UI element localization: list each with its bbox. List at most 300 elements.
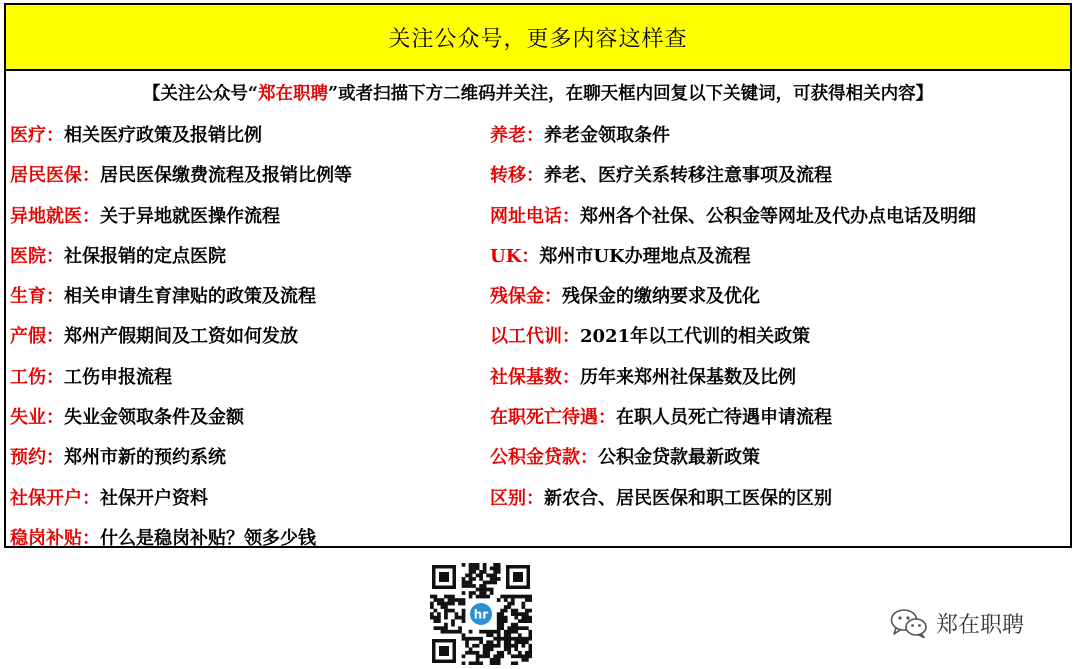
qr-module [514,623,518,627]
qr-module [528,633,532,637]
qr-module [455,630,459,634]
qr-module [479,640,483,644]
qr-module [448,609,452,613]
qr-module [528,644,532,648]
qr-module [472,577,476,581]
qr-module [469,595,473,599]
keyword-label: 居民医保： [10,165,100,187]
qr-module [511,661,515,665]
qr-module [521,626,525,630]
keyword-label: 社保基数： [490,366,580,388]
qr-module [458,616,462,620]
qr-module [486,647,490,651]
qr-module [507,595,511,599]
qr-module [430,605,434,609]
qr-module [486,644,490,648]
qr-module [511,598,515,602]
qr-module [525,640,529,644]
qr-module [483,588,487,592]
qr-module [525,598,529,602]
qr-module [444,605,448,609]
qr-module [500,654,504,658]
qr-module [504,619,508,623]
keyword-desc: 相关医疗政策及报销比例 [64,125,262,146]
keyword-desc: 2021年以工代训的相关政策 [580,326,811,348]
qr-module [518,595,522,599]
qr-module [462,612,466,616]
qr-module [490,577,494,581]
keyword-item [10,396,244,436]
keyword-desc: 养老、医疗关系转移注意事项及流程 [544,165,832,187]
qr-module [479,570,483,574]
qr-module [504,633,508,637]
keyword-label: 工伤： [10,366,64,388]
qr-module [476,658,480,662]
notice-account-name: 郑在职聘 [258,83,328,104]
qr-module [514,626,518,630]
qr-module [525,619,529,623]
qr-module [458,598,462,602]
qr-module [521,640,525,644]
qr-module [462,598,466,602]
qr-module [511,630,515,634]
qr-module [444,616,448,620]
brand-name: 郑在职聘 [936,612,1025,638]
qr-module [479,574,483,578]
qr-module [476,567,480,571]
qr-module [507,605,511,609]
keyword-item [490,235,751,275]
qr-module [514,640,518,644]
qr-module [483,595,487,599]
keyword-desc: 历年来郑州社保基数及比例 [580,366,796,388]
qr-module [472,570,476,574]
qr-module [462,563,466,567]
qr-module [497,612,501,616]
qr-module [504,616,508,620]
keyword-label: 生育： [10,286,64,308]
qr-module [483,591,487,595]
banner-title: 关注公众号，更多内容这样查 [388,26,688,52]
qr-module [504,595,508,599]
qr-module [500,595,504,599]
qr-module [486,633,490,637]
qr-module [451,623,455,627]
qr-module [514,637,518,641]
qr-module [455,598,459,602]
qr-module [465,637,469,641]
qr-module [476,595,480,599]
qr-module [479,637,483,641]
qr-module [430,595,434,599]
keyword-desc: 关于异地就医操作流程 [100,205,280,227]
qr-module [500,626,504,630]
qr-module [493,630,497,634]
qr-module [437,612,441,616]
keyword-label: 产假： [10,326,64,348]
qr-module [462,591,466,595]
qr-module [483,570,487,574]
qr-module [490,633,494,637]
qr-module [518,654,522,658]
qr-module [437,619,441,623]
qr-module [497,623,501,627]
keyword-desc: 新农合、居民医保和职工医保的区别 [544,487,832,509]
keyword-item [490,275,760,315]
qr-module [486,651,490,655]
qr-module [518,619,522,623]
qr-module [434,616,438,620]
qr-module [465,581,469,585]
qr-module [490,567,494,571]
notice-prefix: 【关注公众号“ [142,83,258,104]
keyword-label: UK： [490,245,540,267]
keyword-label: 稳岗补贴： [10,527,100,549]
keyword-label: 公积金贷款： [490,447,598,469]
qr-module [507,630,511,634]
keyword-label: 养老： [490,125,544,146]
qr-module [514,595,518,599]
qr-module [451,595,455,599]
qr-module [497,637,501,641]
keyword-item [490,315,810,355]
notice-line [6,71,1070,113]
keyword-desc: 郑州市UK办理地点及流程 [539,245,751,267]
qr-module [472,563,476,567]
qr-module [497,577,501,581]
qr-module [462,602,466,606]
qr-module [490,647,494,651]
qr-module [483,630,487,634]
keyword-row [6,436,1070,476]
qr-module [479,661,483,665]
qr-module [507,644,511,648]
qr-module [493,581,497,585]
qr-module [469,661,473,665]
qr-module [497,598,501,602]
keyword-label: 网址电话： [490,205,580,227]
qr-module [493,658,497,662]
qr-module [493,574,497,578]
keyword-label: 医疗： [10,125,64,146]
qr-module [528,654,532,658]
wechat-icon [890,607,928,639]
qr-module [437,602,441,606]
keyword-row [6,195,1070,235]
qr-module [514,616,518,620]
qr-module [479,584,483,588]
qr-module [479,595,483,599]
qr-module [441,605,445,609]
keyword-item [10,356,172,396]
qr-module [490,661,494,665]
qr-module [434,609,438,613]
qr-module [497,630,501,634]
qr-module [507,640,511,644]
qr-module [497,619,501,623]
qr-module [462,633,466,637]
qr-module [525,616,529,620]
qr-module [451,630,455,634]
qr-module [518,637,522,641]
qr-module [525,658,529,662]
qr-module [514,630,518,634]
qr-module [462,637,466,641]
qr-module [486,630,490,634]
notice-suffix: ”或者扫描下方二维码并关注，在聊天框内回复以下关键词，可获得相关内容】 [328,83,934,104]
qr-module [444,630,448,634]
qr-module [500,612,504,616]
qr-module [493,644,497,648]
qr-module [497,567,501,571]
qr-module [497,658,501,662]
qr-module [465,584,469,588]
qr-module [458,626,462,630]
qr-module [504,598,508,602]
qr-module [476,654,480,658]
qr-module [472,584,476,588]
qr-module [500,651,504,655]
qr-module [521,644,525,648]
qr-module [469,630,473,634]
qr-module [497,570,501,574]
keyword-desc: 在职人员死亡待遇申请流程 [616,407,832,429]
keyword-desc: 工伤申报流程 [64,366,172,388]
qr-module [451,609,455,613]
qr-module [458,602,462,606]
qr-module [521,602,525,606]
keyword-item [490,195,976,235]
qr-module [483,651,487,655]
qr-module [448,598,452,602]
qr-module [514,609,518,613]
qr-module [521,637,525,641]
qr-module [525,595,529,599]
keyword-label: 转移： [490,165,544,187]
qr-module [528,637,532,641]
qr-module [444,623,448,627]
qr-module [444,612,448,616]
qr-module [448,630,452,634]
keyword-panel [4,3,1072,548]
qr-module [437,616,441,620]
qr-module [493,637,497,641]
qr-module [493,563,497,567]
qr-module [434,626,438,630]
qr-module [497,640,501,644]
qr-module [455,612,459,616]
qr-module [441,626,445,630]
qr-module [441,630,445,634]
qr-module [511,612,515,616]
qr-module [528,630,532,634]
qr-module [483,647,487,651]
qr-module [493,570,497,574]
keyword-label: 以工代训： [490,326,580,348]
qr-module [451,619,455,623]
keyword-row [6,114,1070,154]
qr-module [462,577,466,581]
qr-module [469,567,473,571]
qr-module [497,626,501,630]
keyword-label: 区别： [490,487,544,509]
qr-module [528,595,532,599]
qr-module [451,598,455,602]
keyword-label: 在职死亡待遇： [490,407,616,429]
keyword-label: 异地就医： [10,205,100,227]
qr-module [465,644,469,648]
qr-module [430,612,434,616]
qr-module [483,584,487,588]
keyword-item [490,436,760,476]
keyword-label: 残保金： [490,286,562,308]
qr-module [521,612,525,616]
qr-module [455,616,459,620]
qr-module [448,602,452,606]
qr-module [462,661,466,665]
keyword-row [6,396,1070,436]
qr-module [507,637,511,641]
qr-module [451,602,455,606]
qr-module [479,654,483,658]
wechat-watermark [890,603,1024,643]
qr-module [465,640,469,644]
qr-module [514,647,518,651]
keyword-row [6,235,1070,275]
qr-module [500,637,504,641]
qr-module [462,581,466,585]
qr-module [472,661,476,665]
keyword-item [490,114,670,154]
keyword-row [6,315,1070,355]
qr-module [500,616,504,620]
qr-code[interactable] [430,563,532,665]
qr-module [469,637,473,641]
qr-module [434,595,438,599]
qr-module [507,626,511,630]
qr-module [518,626,522,630]
qr-module [521,605,525,609]
keyword-row [6,477,1070,517]
keyword-desc: 郑州各个社保、公积金等网址及代办点电话及明细 [580,205,976,227]
qr-module [469,651,473,655]
qr-module [500,619,504,623]
qr-module [479,577,483,581]
qr-module [507,633,511,637]
qr-module [469,570,473,574]
qr-module [430,616,434,620]
qr-module [486,595,490,599]
keyword-desc: 郑州产假期间及工资如何发放 [64,326,298,348]
keyword-label: 预约： [10,447,64,469]
qr-module [518,640,522,644]
qr-module [462,616,466,620]
keyword-desc: 残保金的缴纳要求及优化 [562,286,760,308]
keyword-row [6,517,1070,557]
qr-module [472,567,476,571]
qr-module [497,633,501,637]
keyword-item [10,235,226,275]
qr-module [497,654,501,658]
qr-module [462,619,466,623]
qr-module [486,588,490,592]
qr-module [497,616,501,620]
keyword-list [6,114,1070,557]
keyword-desc: 郑州市新的预约系统 [64,447,226,469]
keyword-label: 医院： [10,245,64,267]
qr-module [476,574,480,578]
keyword-row [6,154,1070,194]
keyword-item [490,396,832,436]
qr-module [472,637,476,641]
qr-module [497,661,501,665]
qr-module [518,612,522,616]
qr-module [525,612,529,616]
qr-module [528,651,532,655]
qr-module [444,626,448,630]
qr-module [521,616,525,620]
qr-module [479,591,483,595]
qr-module [504,605,508,609]
keyword-row [6,275,1070,315]
qr-module [441,602,445,606]
qr-module [497,644,501,648]
qr-module [476,651,480,655]
qr-module [486,581,490,585]
keyword-desc: 相关申请生育津贴的政策及流程 [64,286,316,308]
banner [6,5,1070,71]
qr-module [504,644,508,648]
qr-module [504,647,508,651]
qr-module [465,574,469,578]
qr-module [504,630,508,634]
qr-module [434,598,438,602]
qr-module [472,644,476,648]
qr-module [525,651,529,655]
keyword-item [10,436,226,476]
qr-module [521,654,525,658]
qr-module [493,567,497,571]
qr-module [434,619,438,623]
qr-module [486,640,490,644]
qr-module [525,626,529,630]
qr-module [458,630,462,634]
qr-module [469,581,473,585]
qr-module [437,626,441,630]
qr-module [444,595,448,599]
qr-module [497,651,501,655]
qr-module [521,595,525,599]
qr-module [472,651,476,655]
qr-module [490,630,494,634]
qr-module [479,588,483,592]
keyword-label: 社保开户： [10,487,100,509]
qr-module [483,581,487,585]
keyword-desc: 什么是稳岗补贴？领多少钱 [100,527,316,549]
keyword-desc: 社保开户资料 [100,487,208,509]
qr-module [469,577,473,581]
qr-module [511,609,515,613]
keyword-label: 失业： [10,407,64,429]
qr-module [462,654,466,658]
qr-module [528,647,532,651]
keyword-row [6,356,1070,396]
qr-code-image [430,563,532,665]
qr-module [504,637,508,641]
keyword-item [10,275,316,315]
keyword-item [490,154,832,194]
qr-module [490,644,494,648]
